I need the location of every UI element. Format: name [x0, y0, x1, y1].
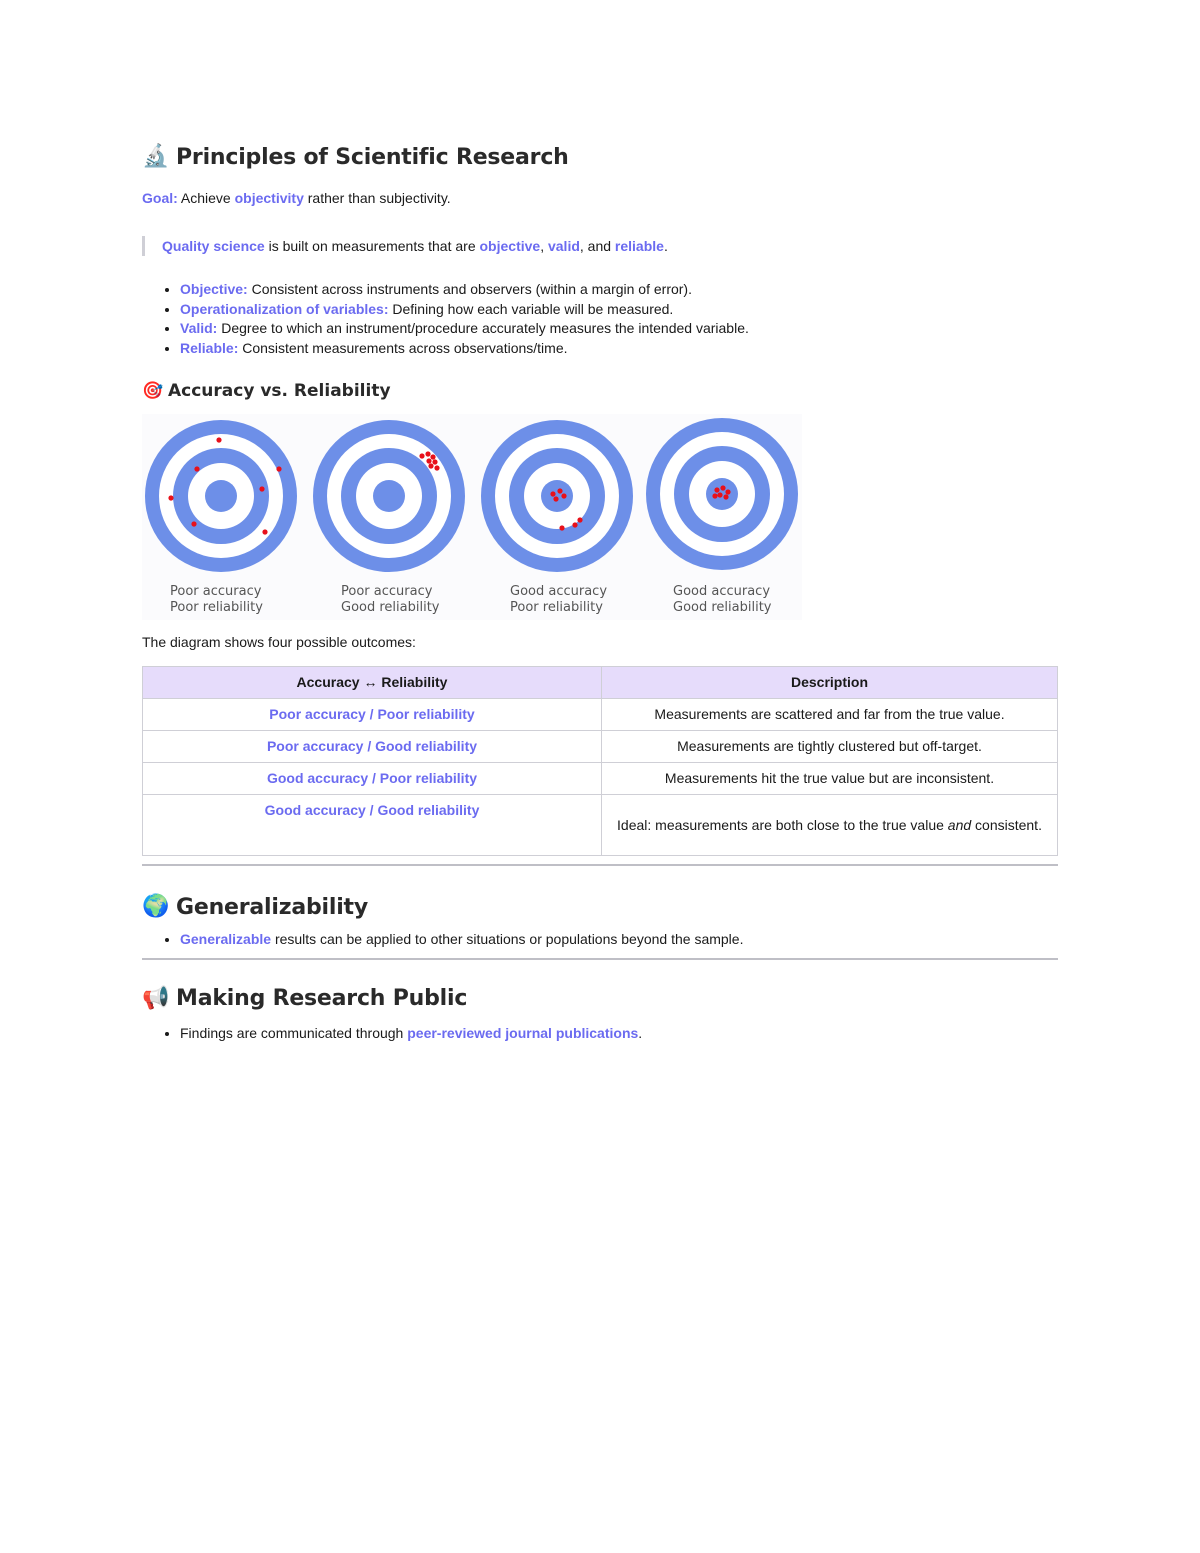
target-3-label-2: Poor reliability [510, 600, 603, 615]
quality-quote [142, 236, 1058, 256]
bullet-term: Valid: [180, 320, 218, 336]
goal-post: rather than subjectivity. [307, 190, 451, 206]
public-end: . [638, 1024, 643, 1041]
desc-pre: Ideal: measurements are both close to the true value [617, 816, 944, 833]
document-content [142, 140, 1058, 1043]
divider [142, 958, 1058, 960]
target-4-label-1: Good accuracy [673, 584, 771, 599]
target-good-accuracy-poor-reliability [481, 420, 633, 615]
table-row [143, 731, 1058, 763]
target-poor-accuracy-good-reliability [313, 420, 465, 615]
public-title: Making Research Public [176, 986, 468, 1011]
generalizability-list [142, 930, 1058, 950]
outcomes-table [142, 666, 1058, 856]
quote-valid: valid [547, 238, 580, 254]
bullet-text: Consistent measurements across observations/time. [242, 339, 568, 356]
quote-sep-1: , [540, 238, 545, 254]
accuracy-heading [142, 378, 1058, 404]
generalizable-text: results can be applied to other situations or populations beyond the sample. [274, 931, 744, 947]
target-icon: 🎯 [142, 380, 164, 401]
goal-paragraph [142, 188, 1058, 208]
diagram-intro: The diagram shows four possible outcomes: [142, 634, 416, 650]
principles-heading [142, 140, 1058, 174]
target-2-label-1: Poor accuracy [341, 584, 433, 599]
row-description: Measurements are tightly clustered but off-target. [602, 731, 1058, 763]
accuracy-reliability-figure [142, 414, 802, 620]
list-item [180, 930, 1058, 950]
goal-label: Goal: [142, 190, 178, 206]
list-item [180, 319, 1058, 339]
row-description: Measurements hit the true value but are inconsistent. [602, 763, 1058, 795]
list-item [180, 1024, 1058, 1044]
principles-title: Principles of Scientific Research [176, 144, 569, 170]
generalizable-term: Generalizable [180, 931, 272, 947]
row-combo: Good accuracy / Poor reliability [143, 763, 602, 795]
principles-list [142, 280, 1058, 358]
header-combo: Accuracy ↔ Reliability [143, 667, 602, 699]
target-1-label-1: Poor accuracy [170, 584, 262, 599]
public-list [142, 1024, 1058, 1044]
row-combo: Poor accuracy / Poor reliability [143, 699, 602, 731]
targets-diagram [142, 414, 802, 620]
quote-reliable: reliable [614, 238, 664, 254]
table-row [143, 699, 1058, 731]
target-2-label-2: Good reliability [341, 600, 440, 615]
peer-review-link[interactable]: peer-reviewed journal publications [407, 1024, 639, 1041]
bullet-text: Defining how each variable will be measured. [392, 300, 674, 317]
desc-emphasis: and [947, 816, 972, 833]
table-row [143, 795, 1058, 856]
row-description [602, 795, 1058, 856]
quote-end: . [663, 238, 668, 254]
goal-pre: Achieve [180, 190, 231, 206]
goal-term: objectivity [234, 190, 304, 206]
row-combo: Poor accuracy / Good reliability [143, 731, 602, 763]
generalizability-heading [142, 890, 1058, 924]
microscope-icon: 🔬 [142, 144, 170, 169]
target-3-label-1: Good accuracy [510, 584, 608, 599]
header-description: Description [602, 667, 1058, 699]
list-item [180, 280, 1058, 300]
list-item [180, 339, 1058, 359]
bullet-term: Objective: [180, 281, 248, 297]
target-4-label-2: Good reliability [673, 600, 772, 615]
megaphone-icon: 📢 [142, 985, 170, 1011]
public-heading [142, 982, 1058, 1016]
accuracy-title: Accuracy vs. Reliability [168, 381, 391, 401]
target-1-label-2: Poor reliability [170, 600, 263, 615]
globe-icon: 🌍 [142, 894, 170, 919]
row-description: Measurements are scattered and far from the true value. [602, 699, 1058, 731]
bullet-text: Consistent across instruments and observers (within a margin of error). [251, 281, 692, 297]
bullet-text: Degree to which an instrument/procedure accurately measures the intended variable. [221, 320, 749, 336]
desc-post: consistent. [975, 816, 1042, 833]
table-row [143, 763, 1058, 795]
generalizability-title: Generalizability [176, 894, 369, 920]
quote-mid: is built on measurements that are [268, 238, 476, 254]
divider [142, 864, 1058, 866]
list-item [180, 300, 1058, 320]
target-good-accuracy-good-reliability [646, 418, 798, 615]
quote-sep-2: , and [579, 238, 612, 254]
public-pre: Findings are communicated through [180, 1024, 404, 1041]
bullet-term: Operationalization of variables: [180, 300, 389, 317]
target-poor-accuracy-poor-reliability [145, 420, 297, 615]
table-header-row [143, 667, 1058, 699]
row-combo: Good accuracy / Good reliability [143, 795, 602, 856]
quote-objective: objective [479, 238, 541, 254]
bullet-term: Reliable: [180, 339, 239, 356]
quote-term: Quality science [162, 238, 265, 254]
